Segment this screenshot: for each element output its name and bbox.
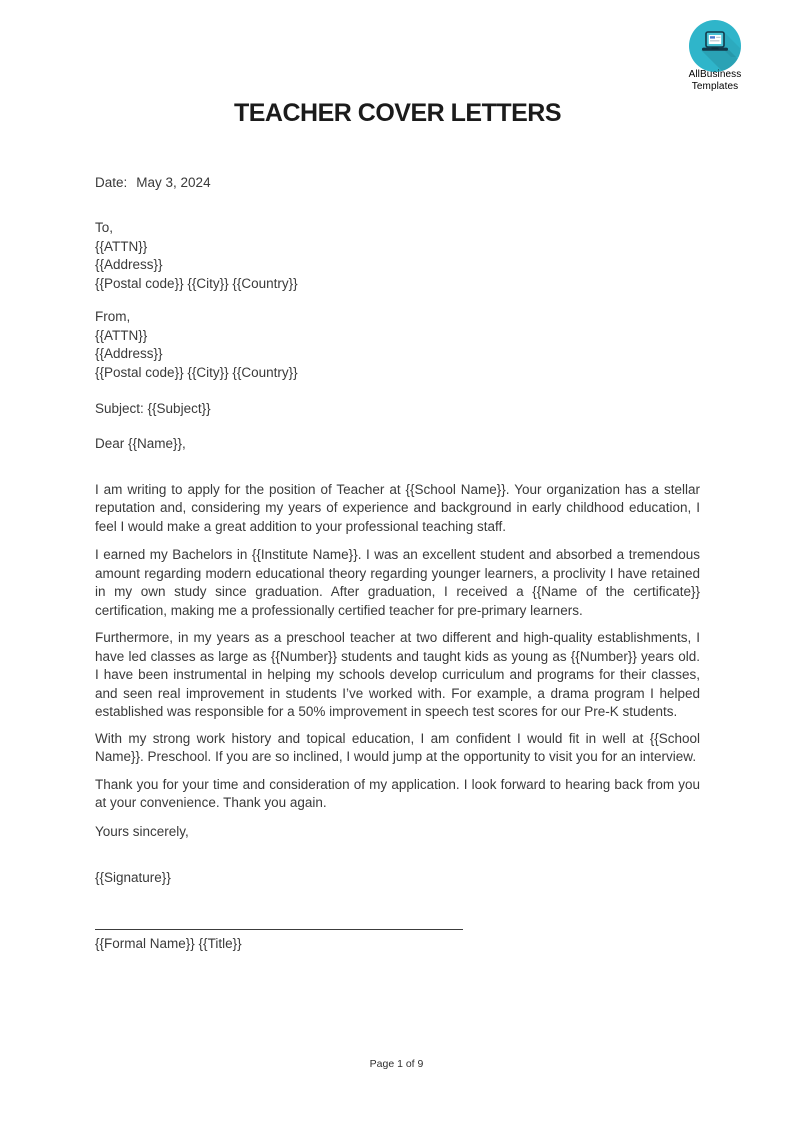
- from-heading: From,: [95, 308, 131, 324]
- body-paragraph: I earned my Bachelors in {{Institute Name}}. I was an excellent student and absorbed a tremendous amount regarding modern educational theory regarding younger learners, a proclivity I have retained in my own study since graduation. After graduation, I received a {{Name of the certificate}} certification, making me a professionally certified teacher for pre-primary learners.: [95, 547, 700, 618]
- page-number: Page 1 of 9: [369, 1058, 424, 1070]
- date-label: Date:: [95, 175, 128, 190]
- salutation: Dear {{Name}},: [95, 435, 186, 451]
- date-line: [95, 173, 700, 192]
- to-attn-placeholder: {{ATTN}}: [95, 238, 148, 254]
- to-postal-city-country-placeholder: {{Postal code}} {{City}} {{Country}}: [95, 276, 298, 292]
- body-paragraph: With my strong work history and topical education, I am confident I would fit in well at {{School Name}}. Preschool. If you are so inclined, I would jump at the opportunity to visit you for an interview.: [95, 730, 700, 765]
- logo-text-line1: AllBusiness: [688, 69, 742, 80]
- signature-block: [95, 929, 463, 953]
- to-heading: To,: [95, 220, 114, 235]
- page-title: TEACHER COVER LETTERS: [233, 99, 562, 127]
- signature-placeholder: {{Signature}}: [95, 869, 171, 885]
- body-paragraph: Furthermore, in my years as a preschool teacher at two different and high-quality establishments, I have led classes as large as {{Number}} students and taught kids as young as {{Number}} years old. I have been instrumental in helping my schools develop curriculum and programs for their classes, and seen real improvement in students I’ve worked with. For example, a drama program I helped established was responsible for a 50% improvement in speech test scores for our Pre-K students.: [95, 630, 700, 720]
- page-footer: [0, 1058, 793, 1070]
- formal-name-title-placeholder: {{Formal Name}} {{Title}}: [95, 935, 242, 951]
- from-address-placeholder: {{Address}}: [95, 346, 163, 362]
- body-paragraph: Thank you for your time and consideration of my application. I look forward to hearing back from you at your convenience. Thank you again.: [95, 776, 700, 811]
- recipient-block: [95, 219, 700, 294]
- body-paragraph: I am writing to apply for the position of Teacher at {{School Name}}. Your organization has a stellar reputation and, considering my years of experience and background in early childhood education, I feel I would make a great addition to your professional teaching staff.: [95, 481, 700, 534]
- to-address-placeholder: {{Address}}: [95, 257, 163, 273]
- sender-block: [95, 308, 700, 383]
- date-value: May 3, 2024: [136, 175, 211, 190]
- logo-text-line2: Templates: [691, 80, 739, 92]
- closing-line: Yours sincerely,: [95, 823, 189, 839]
- subject-line: Subject: {{Subject}}: [95, 400, 211, 416]
- from-postal-city-country-placeholder: {{Postal code}} {{City}} {{Country}}: [95, 364, 298, 380]
- signature-line: [95, 929, 463, 930]
- from-attn-placeholder: {{ATTN}}: [95, 327, 148, 343]
